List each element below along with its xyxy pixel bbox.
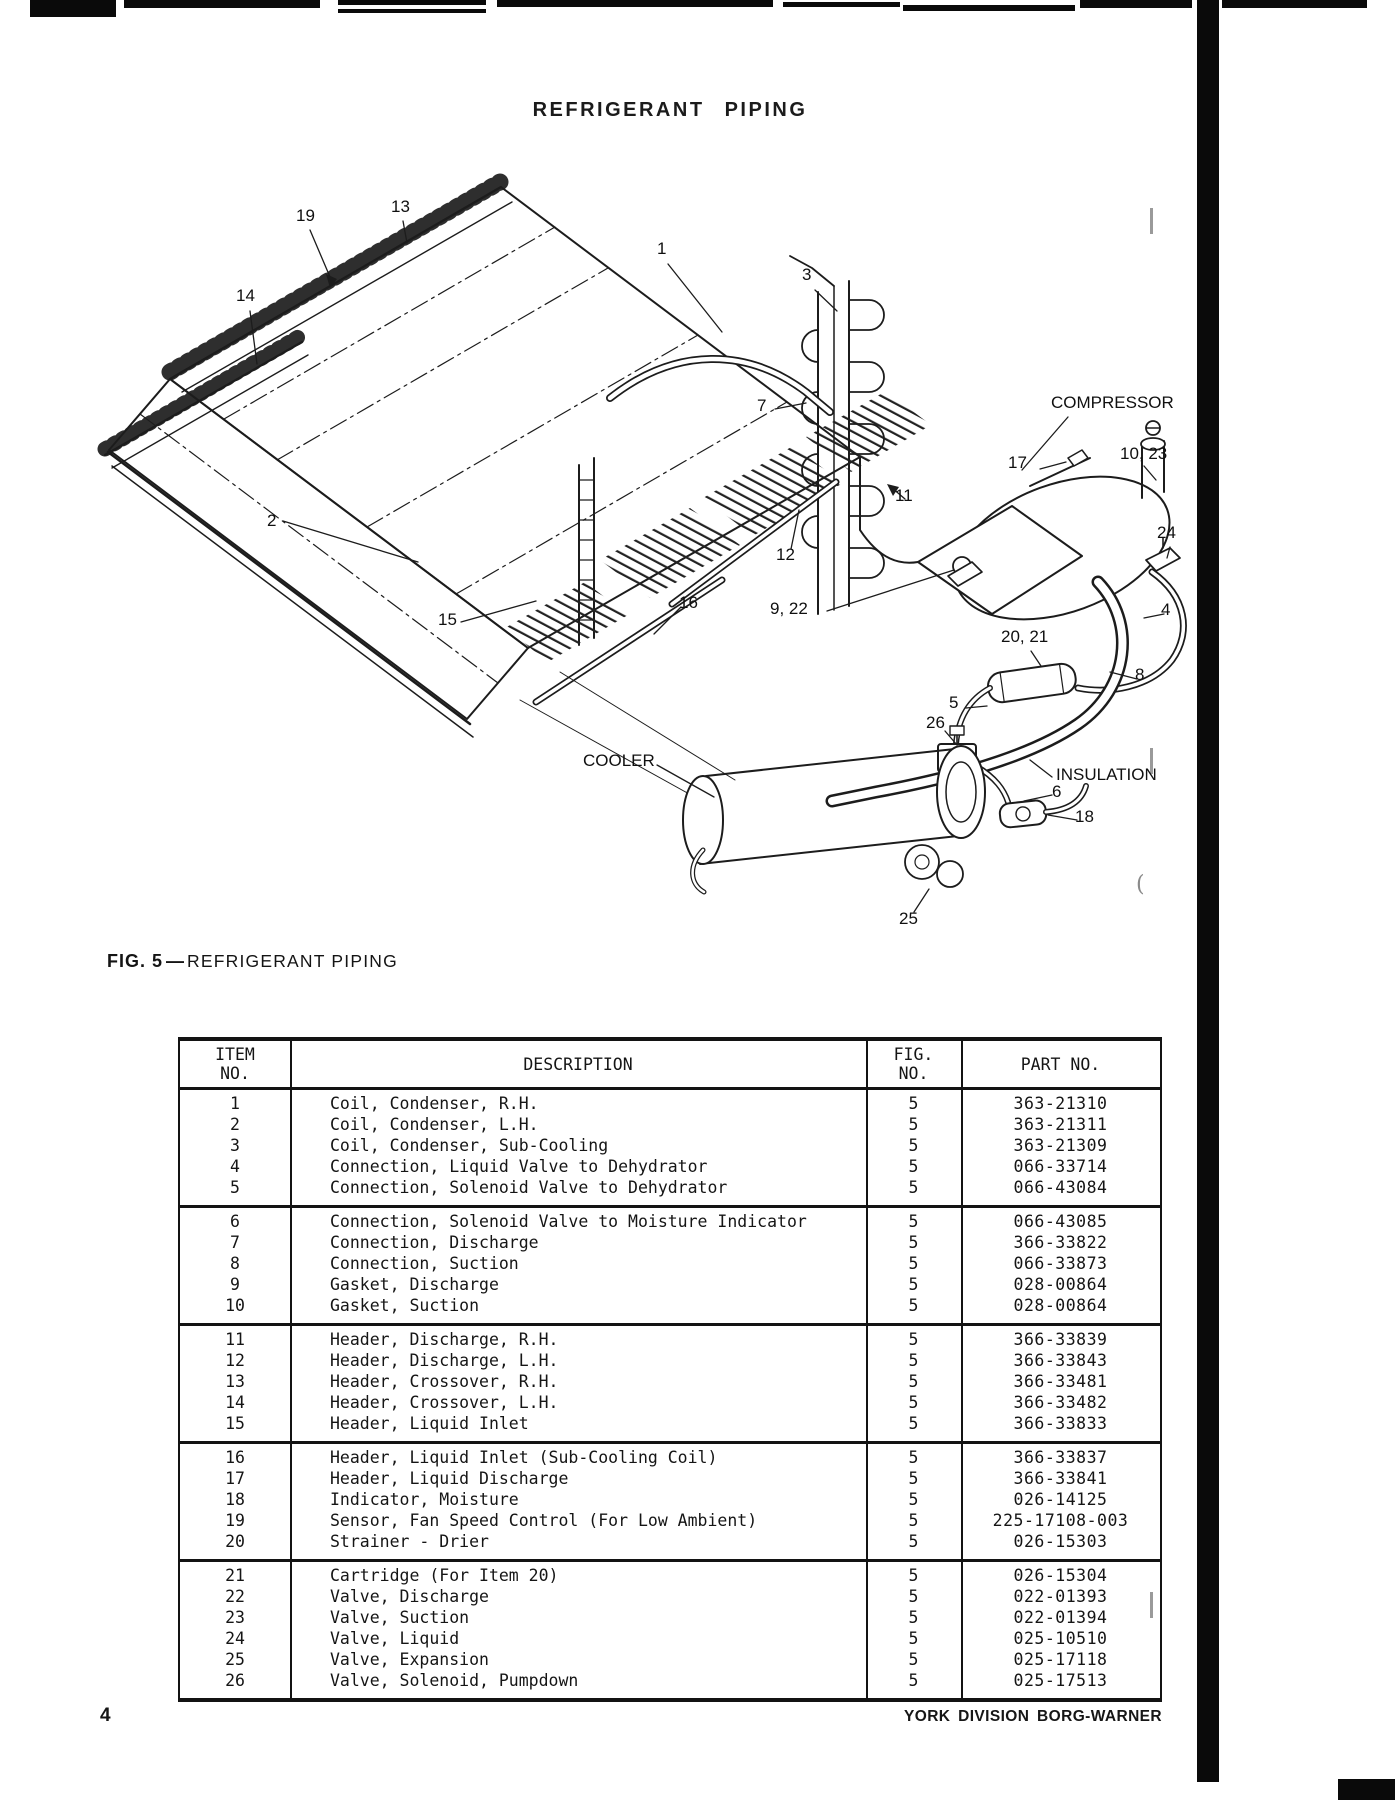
header-description: DESCRIPTION [523,1054,633,1074]
cell-desc: Header, Liquid Discharge [330,1469,569,1488]
cell-part: 066-43084 [1013,1178,1108,1197]
diagram-callout-9-22: 9, 22 [770,599,808,618]
header-fig-no: FIG. NO. [893,1045,934,1083]
cell-item: 8 [230,1254,240,1273]
table-row [180,1274,1160,1295]
page-title: REFRIGERANT PIPING [532,99,808,121]
diagram-callout-10-23: 10, 23 [1120,444,1168,463]
cell-fig: 5 [908,1490,919,1509]
cell-desc: Connection, Solenoid Valve to Dehydrator [330,1178,728,1197]
diagram-callout-20-21: 20, 21 [1001,627,1049,646]
cell-item: 18 [225,1490,245,1509]
cell-part: 022-01393 [1013,1587,1108,1606]
cell-desc: Gasket, Discharge [330,1275,499,1294]
table-row [180,1607,1160,1628]
diagram-callout-insulation: INSULATION [1056,765,1157,784]
diagram-callout-16: 16 [679,593,698,612]
cell-fig: 5 [908,1351,919,1370]
cell-part: 066-33714 [1013,1157,1108,1176]
cell-desc: Header, Discharge, R.H. [330,1330,559,1349]
cell-item: 13 [225,1372,245,1391]
diagram-callout-6: 6 [1052,782,1062,801]
cell-desc: Coil, Condenser, Sub-Cooling [330,1136,609,1155]
cell-fig: 5 [908,1650,919,1669]
table-row [180,1093,1160,1114]
cell-part: 363-21310 [1013,1094,1108,1113]
cell-desc: Valve, Discharge [330,1587,489,1606]
table-row [180,1211,1160,1232]
diagram-callout-7: 7 [757,396,767,415]
cell-desc: Gasket, Suction [330,1296,480,1315]
cell-desc: Header, Discharge, L.H. [330,1351,559,1370]
cell-fig: 5 [908,1330,919,1349]
cell-item: 24 [225,1629,245,1648]
cell-part: 366-33822 [1013,1233,1108,1252]
cell-part: 366-33833 [1013,1414,1108,1433]
parts-table-body [180,1090,1160,1698]
cell-part: 225-17108-003 [992,1511,1129,1530]
diagram-callout-4: 4 [1161,600,1171,619]
cell-desc: Connection, Solenoid Valve to Moisture Indicator [330,1212,807,1231]
cell-desc: Header, Crossover, L.H. [330,1393,559,1412]
cell-desc: Valve, Solenoid, Pumpdown [330,1671,579,1690]
cell-part: 363-21309 [1013,1136,1108,1155]
cell-item: 5 [230,1178,240,1197]
cell-fig: 5 [908,1094,919,1113]
diagram-callout-1: 1 [657,239,667,258]
table-row [180,1135,1160,1156]
cell-fig: 5 [908,1296,919,1315]
cell-item: 2 [230,1115,240,1134]
cell-item: 26 [225,1671,245,1690]
cell-desc: Valve, Expansion [330,1650,489,1669]
cell-item: 4 [230,1157,240,1176]
cell-item: 22 [225,1587,245,1606]
cell-part: 366-33837 [1013,1448,1108,1467]
diagram-callout-15: 15 [438,610,457,629]
table-divider [866,1041,868,1698]
cell-desc: Indicator, Moisture [330,1490,519,1509]
table-row [180,1329,1160,1350]
cell-part: 025-17118 [1013,1650,1108,1669]
table-divider [290,1041,292,1698]
cell-item: 19 [225,1511,245,1530]
cell-fig: 5 [908,1587,919,1606]
cell-fig: 5 [908,1629,919,1648]
cell-fig: 5 [908,1393,919,1412]
table-divider [961,1041,963,1698]
cell-fig: 5 [908,1414,919,1433]
cell-fig: 5 [908,1448,919,1467]
cell-item: 14 [225,1393,245,1412]
cell-item: 10 [225,1296,245,1315]
cell-desc: Connection, Discharge [330,1233,539,1252]
parts-table-group [180,1559,1160,1698]
cell-desc: Header, Crossover, R.H. [330,1372,559,1391]
figure-caption-dash: — [166,951,185,971]
cell-fig: 5 [908,1178,919,1197]
figure-caption-text: REFRIGERANT PIPING [187,951,398,971]
cell-item: 17 [225,1469,245,1488]
cell-desc: Coil, Condenser, R.H. [330,1094,539,1113]
cell-fig: 5 [908,1136,919,1155]
cell-desc: Valve, Suction [330,1608,470,1627]
cell-part: 366-33841 [1013,1469,1108,1488]
diagram-callout-cooler: COOLER [583,751,655,770]
parts-table-group [180,1323,1160,1441]
cell-item: 25 [225,1650,245,1669]
table-row [180,1510,1160,1531]
table-row [180,1489,1160,1510]
cell-desc: Valve, Liquid [330,1629,460,1648]
cell-item: 23 [225,1608,245,1627]
cell-item: 9 [230,1275,240,1294]
cell-part: 026-15303 [1013,1532,1108,1551]
cell-desc: Header, Liquid Inlet [330,1414,529,1433]
cell-part: 022-01394 [1013,1608,1108,1627]
cell-item: 12 [225,1351,245,1370]
table-header-row [180,1041,1160,1090]
cell-fig: 5 [908,1212,919,1231]
cell-desc: Cartridge (For Item 20) [330,1566,559,1585]
parts-table [178,1037,1162,1702]
cell-part: 366-33481 [1013,1372,1108,1391]
diagram-callout-11: 11 [895,486,913,505]
cell-part: 026-14125 [1013,1490,1108,1509]
cell-item: 15 [225,1414,245,1433]
cell-item: 20 [225,1532,245,1551]
cell-item: 3 [230,1136,240,1155]
cell-fig: 5 [908,1469,919,1488]
diagram-callout-25: 25 [899,909,918,928]
cell-desc: Header, Liquid Inlet (Sub-Cooling Coil) [330,1448,718,1467]
diagram-callout-5: 5 [949,693,959,712]
cell-part: 025-17513 [1013,1671,1108,1690]
table-row [180,1350,1160,1371]
cell-item: 6 [230,1212,240,1231]
cell-part: 028-00864 [1013,1296,1108,1315]
table-row [180,1468,1160,1489]
diagram-callout-24: 24 [1157,523,1176,542]
table-row [180,1565,1160,1586]
cell-item: 16 [225,1448,245,1467]
table-row [180,1177,1160,1198]
table-row [180,1670,1160,1691]
table-row [180,1531,1160,1552]
cell-fig: 5 [908,1532,919,1551]
cell-item: 11 [225,1330,245,1349]
cell-part: 025-10510 [1013,1629,1108,1648]
cell-item: 7 [230,1233,240,1252]
cell-fig: 5 [908,1566,919,1585]
table-row [180,1371,1160,1392]
diagram-callout-26: 26 [926,713,945,732]
cell-fig: 5 [908,1115,919,1134]
table-row [180,1295,1160,1316]
page-number: 4 [100,1705,111,1726]
cell-desc: Connection, Suction [330,1254,519,1273]
table-row [180,1447,1160,1468]
cell-item: 21 [225,1566,245,1585]
diagram-callout-compressor: COMPRESSOR [1051,393,1174,412]
table-row [180,1232,1160,1253]
diagram-callout-8: 8 [1135,665,1145,684]
cell-part: 066-33873 [1013,1254,1108,1273]
diagram-callout-12: 12 [776,545,795,564]
table-row [180,1156,1160,1177]
parts-table-group [180,1441,1160,1559]
diagram-callout-14: 14 [236,286,255,305]
diagram-callout-13: 13 [391,197,410,216]
cell-part: 026-15304 [1013,1566,1108,1585]
figure-caption [107,951,398,972]
diagram-callout-18: 18 [1075,807,1094,826]
parts-table-group [180,1090,1160,1205]
table-row [180,1392,1160,1413]
cell-desc: Coil, Condenser, L.H. [330,1115,539,1134]
diagram-callout-2: 2 [267,511,277,530]
cell-part: 028-00864 [1013,1275,1108,1294]
cell-fig: 5 [908,1671,919,1690]
cell-fig: 5 [908,1608,919,1627]
cell-part: 366-33839 [1013,1330,1108,1349]
table-row [180,1586,1160,1607]
scan-artifact: ( [1136,872,1145,897]
cell-desc: Sensor, Fan Speed Control (For Low Ambient) [330,1511,758,1530]
cell-desc: Strainer - Drier [330,1532,489,1551]
table-row [180,1628,1160,1649]
parts-table-group [180,1205,1160,1323]
diagram-callout-19: 19 [296,206,315,225]
cell-part: 066-43085 [1013,1212,1108,1231]
cell-fig: 5 [908,1233,919,1252]
header-item-no: ITEM NO. [215,1045,255,1083]
cell-part: 363-21311 [1013,1115,1108,1134]
cell-fig: 5 [908,1275,919,1294]
footer-publisher: YORK DIVISION BORG-WARNER [904,1708,1162,1725]
table-row [180,1114,1160,1135]
header-part-no: PART NO. [1020,1054,1101,1074]
cell-item: 1 [230,1094,240,1113]
cell-fig: 5 [908,1511,919,1530]
cell-fig: 5 [908,1372,919,1391]
table-row [180,1253,1160,1274]
cell-part: 366-33843 [1013,1351,1108,1370]
diagram-callout-3: 3 [802,265,812,284]
cell-part: 366-33482 [1013,1393,1108,1412]
scan-artifact [1338,1779,1395,1800]
cell-fig: 5 [908,1254,919,1273]
cell-fig: 5 [908,1157,919,1176]
figure-caption-label: FIG. 5 [107,951,164,971]
table-row [180,1413,1160,1434]
diagram-callout-17: 17 [1008,453,1027,472]
cell-desc: Connection, Liquid Valve to Dehydrator [330,1157,708,1176]
table-row [180,1649,1160,1670]
